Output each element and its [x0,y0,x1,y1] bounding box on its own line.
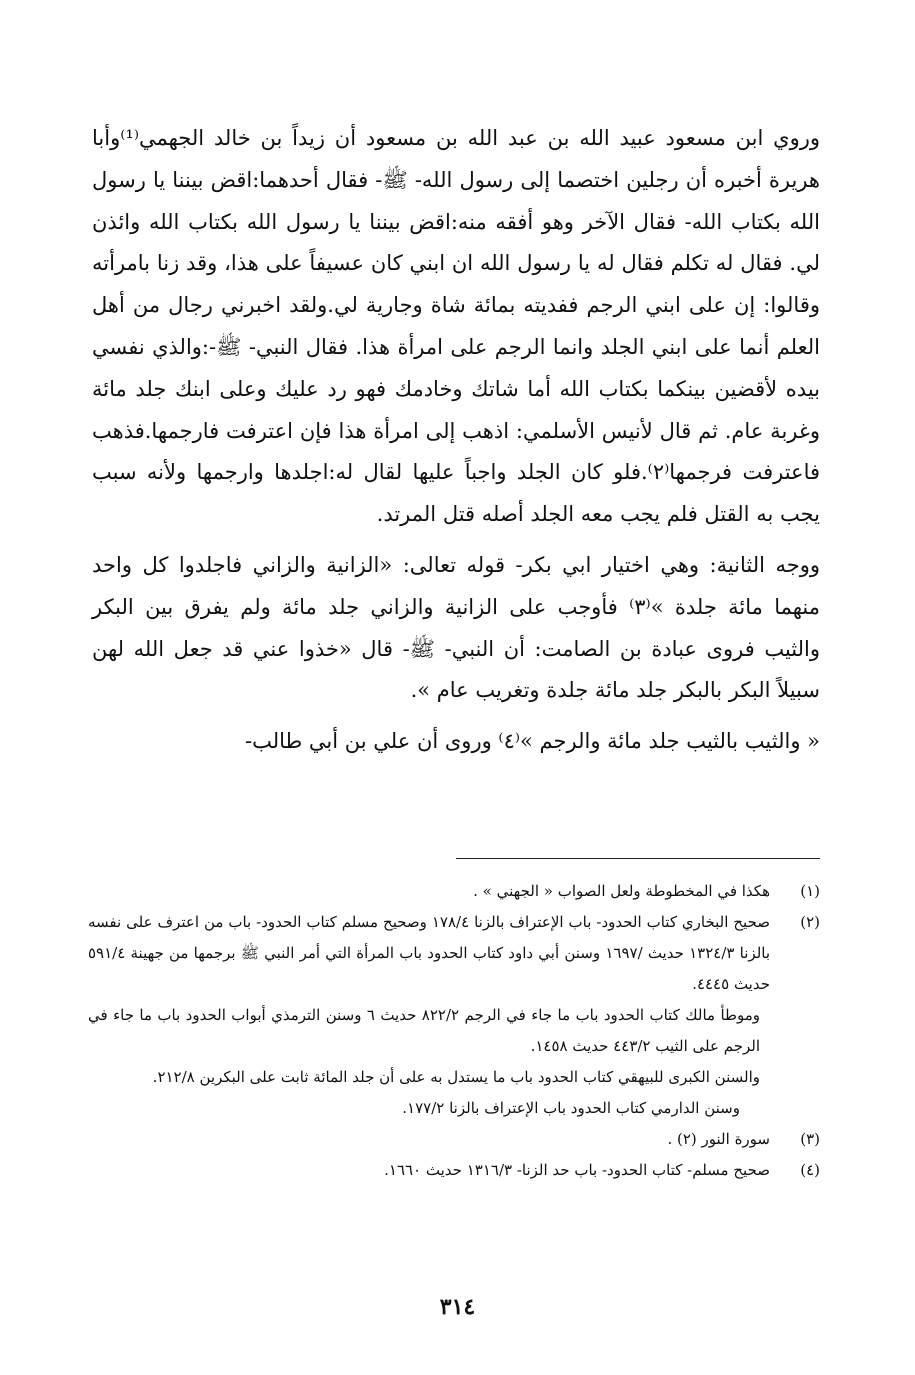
paragraph-2: ووجه الثانية: وهي اختيار ابي بكر- قوله تعالى: «الزانية والزاني فاجلدوا كل واحد منهما مائة جلدة »⁽٣⁾ فأوجب على الزانية والزاني جلد مائة ولم يفرق بين البكر والثيب فروى عبادة بن الصامت: أن النبي- ﷺ- قال «خذوا عني قد جعل الله لهن سبيلاً البكر بالبكر جلد مائة جلدة وتغريب عام ». [92,552,821,703]
main-text [92,118,820,763]
footnote-number: (٢) [800,913,820,931]
footnote-2-continued: وموطأ مالك كتاب الحدود باب ما جاء في الرجم ٨٢٢/٢ حديث ٦ وسنن الترمذي أبواب الحدود باب ما جاء في الرجم على الثيب ٤٤٣/٢ حديث ١٤٥٨. [88,1006,760,1055]
paragraph-1: وروي ابن مسعود عبيد الله بن عبد الله بن مسعود أن زيداً بن خالد الجهمي⁽¹⁾وأبا هريرة أخبره أن رجلين اختصما إلى رسول الله- ﷺ- فقال أحدهما:اقض بيننا يا رسول الله بكتاب الله- فقال الآخر وهو أفقه منه:اقض بيننا يا رسول الله بكتاب الله وائذن لي. فقال له تكلم فقال له يا رسول الله ان ابني كان عسيفاً على هذا، وقد زنا بامرأته وقالوا: إن على ابني الرجم ففديته بمائة شاة وجارية لي.ولقد اخبرني رجال من أهل العلم أنما على ابني الجلد وانما الرجم على امرأة هذا. فقال النبي- ﷺ-:والذي نفسي بيده لأقضين بينكما بكتاب الله أما شاتك وخادمك فهو رد عليك وعلى ابنك جلد مائة وغربة عام. ثم قال لأنيس الأسلمي: اذهب إلى امرأة هذا فإن اعترفت فارجمها.فذهب فاعترفت فرجمها⁽٢⁾.فلو كان الجلد واجباً عليها لقال له:اجلدها وارجمها ولأنه سبب يجب به القتل فلم يجب معه الجلد أصله قتل المرتد. [92,126,820,527]
footnote-text: سورة النور (٢) . [667,1130,770,1148]
footnotes [88,876,820,1186]
footnote-2-continued: وسنن الدارمي كتاب الحدود باب الإعتراف بالزنا ١٧٧/٢. [402,1099,740,1117]
footnote-3 [88,1124,820,1155]
footnote-text: صحيح مسلم- كتاب الحدود- باب حد الزنا- ١٣١٦/٣ حديث ١٦٦٠. [384,1161,770,1179]
paragraph-3: « والثيب بالثيب جلد مائة والرجم »⁽٤⁾ وروى أن علي بن أبي طالب- [245,729,820,754]
footnote-number: (٤) [800,1161,820,1179]
footnote-text: صحيح البخاري كتاب الحدود- باب الإعتراف بالزنا ١٧٨/٤ وصحيح مسلم كتاب الحدود- باب من اعترف على نفسه بالزنا ١٣٢٤/٣ حديث /١٦٩٧ وسنن أبي داود كتاب الحدود باب المرأة التي أمر النبي ﷺ برجمها من جهينة ٥٩١/٤ حديث ٤٤٤٥. [88,913,771,993]
footnote-1 [88,876,820,907]
footnote-text: هكذا في المخطوطة ولعل الصواب « الجهني » . [473,882,770,900]
footnote-2 [88,907,820,1000]
page-number: ٣١٤ [439,1294,476,1320]
footnote-number: (١) [800,882,820,900]
footnote-4 [88,1155,820,1186]
footnote-separator [456,858,820,859]
footnote-2-continued: والسنن الكبرى للبيهقي كتاب الحدود باب ما يستدل به على أن جلد المائة ثابت على البكرين ٢١٢/٨. [152,1068,760,1086]
footnote-number: (٣) [800,1130,820,1148]
